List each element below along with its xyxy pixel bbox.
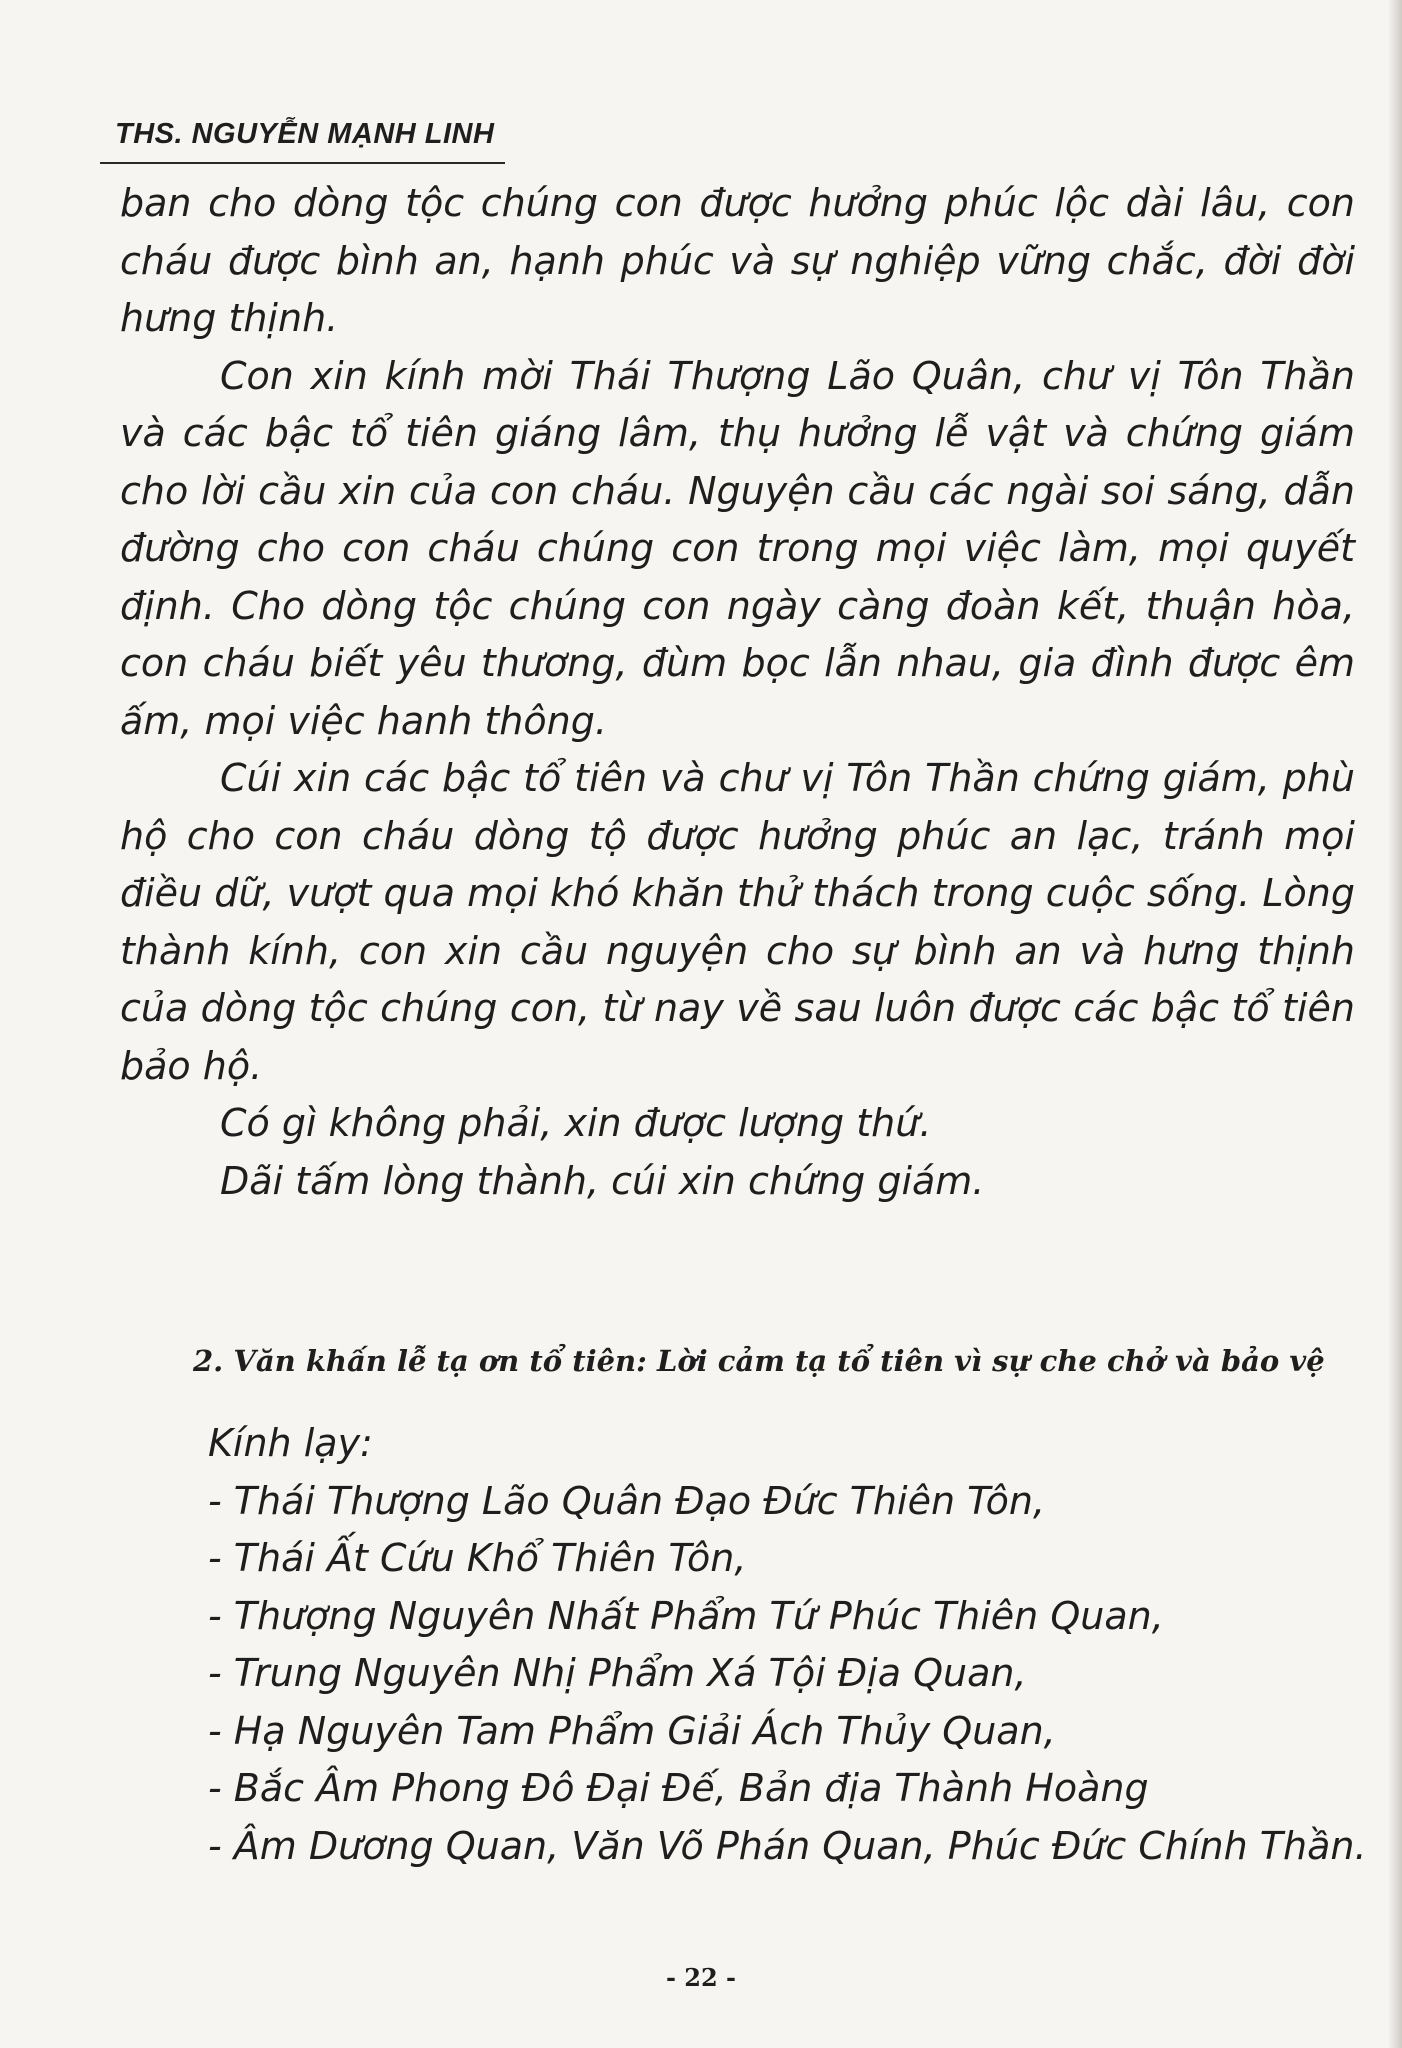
invocation-line: - Âm Dương Quan, Văn Võ Phán Quan, Phúc Đức Chính Thần.	[208, 1823, 1367, 1868]
header-rule	[100, 162, 505, 164]
running-head: THS. NGUYỄN MẠNH LINH	[115, 118, 495, 150]
page-edge-shadow	[1388, 0, 1402, 2048]
paragraph-continuation: ban cho dòng tộc chúng con được hưởng phúc lộc dài lâu, con cháu được bình an, hạnh phúc và sự nghiệp vững chắc, đời đời hưng thịnh.	[120, 181, 1355, 340]
closing-line: Có gì không phải, xin được lượng thứ.	[220, 1101, 932, 1145]
paragraph-prayer: Cúi xin các bậc tổ tiên và chư vị Tôn Thần chứng giám, phù hộ cho con cháu dòng tộ được hưởng phúc an lạc, tránh mọi điều dữ, vượt qua mọi khó khăn thử thách trong cuộc sống. Lòng thành kính, con xin cầu nguyện cho sự bình an và hưng thịnh của dòng tộc chúng con, từ nay về sau luôn được các bậc tổ tiên bảo hộ.	[120, 756, 1355, 1088]
invocation-list	[208, 1415, 1367, 1875]
body-text	[120, 175, 1355, 1210]
invocation-line: - Hạ Nguyên Tam Phẩm Giải Ách Thủy Quan,	[208, 1708, 1056, 1753]
invocation-line: - Thượng Nguyên Nhất Phẩm Tứ Phúc Thiên Quan,	[208, 1593, 1164, 1638]
invocation-line: - Thái Thượng Lão Quân Đạo Đức Thiên Tôn,	[208, 1478, 1046, 1523]
invocation-line: - Trung Nguyên Nhị Phẩm Xá Tội Địa Quan,	[208, 1651, 1027, 1695]
section-heading: 2. Văn khấn lễ tạ ơn tổ tiên: Lời cảm tạ tổ tiên vì sự che chở và bảo vệ	[193, 1344, 1325, 1378]
page-number: - 22 -	[665, 1963, 737, 1992]
invocation-line: - Bắc Âm Phong Đô Đại Đế, Bản địa Thành Hoàng	[208, 1766, 1149, 1810]
invocation-line: Kính lạy:	[208, 1421, 373, 1465]
invocation-line: - Thái Ất Cứu Khổ Thiên Tôn,	[208, 1536, 747, 1580]
paragraph-invitation: Con xin kính mời Thái Thượng Lão Quân, chư vị Tôn Thần và các bậc tổ tiên giáng lâm, thụ hưởng lễ vật và chứng giám cho lời cầu xin của con cháu. Nguyện cầu các ngài soi sáng, dẫn đường cho con cháu chúng con trong mọi việc làm, mọi quyết định. Cho dòng tộc chúng con ngày càng đoàn kết, thuận hòa, con cháu biết yêu thương, đùm bọc lẫn nhau, gia đình được êm ấm, mọi việc hanh thông.	[120, 353, 1355, 743]
closing-line: Dãi tấm lòng thành, cúi xin chứng giám.	[220, 1158, 985, 1203]
